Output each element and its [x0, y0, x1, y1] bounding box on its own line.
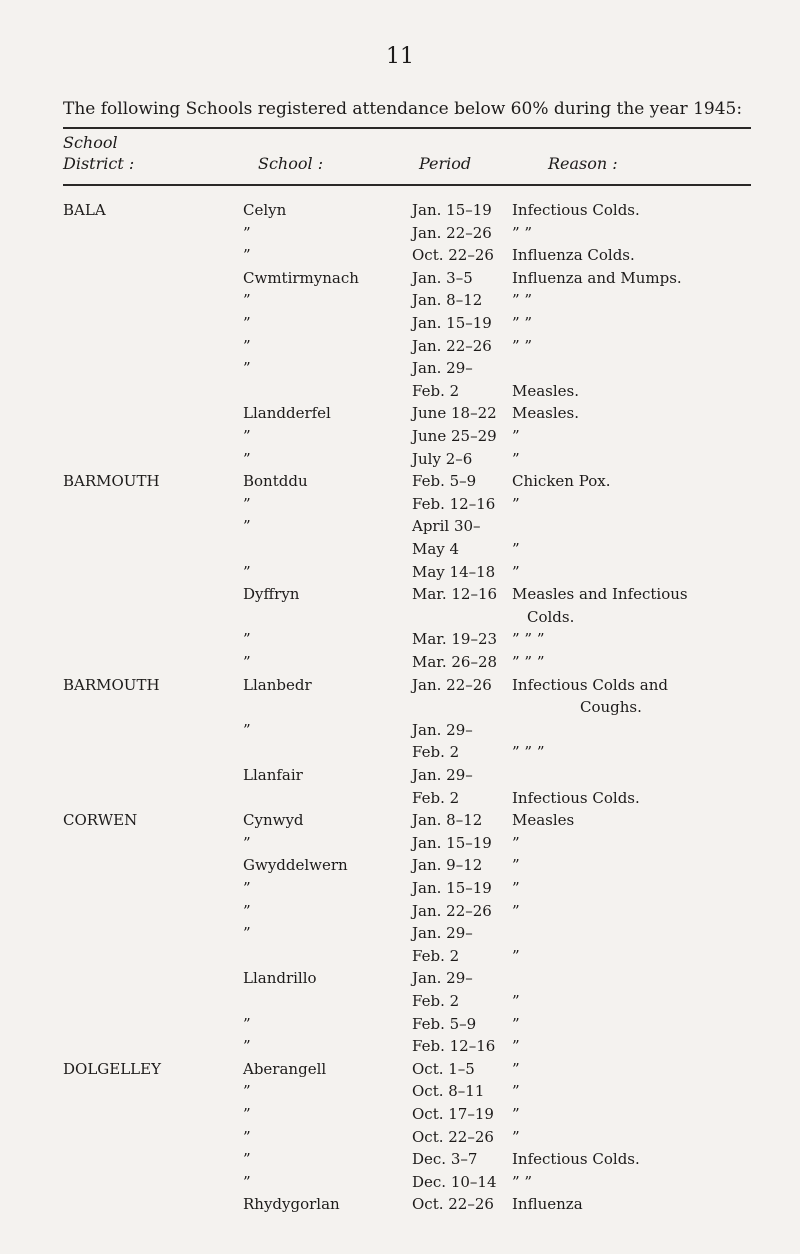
period-cell: Jan. 15–19 — [412, 879, 492, 897]
table-row — [0, 789, 800, 811]
school-cell: ” — [243, 359, 251, 378]
reason-cell: Influenza and Mumps. — [512, 268, 682, 287]
reason-cell: ” — [512, 1014, 520, 1033]
reason-cell: ” ” — [512, 314, 533, 332]
intro-text: The following Schools registered attendance below 60% during the year 1945: — [63, 99, 743, 119]
school-cell: Celyn — [243, 201, 287, 219]
district-cell: CORWEN — [63, 811, 138, 830]
table-row — [0, 382, 800, 404]
reason-cell: ” — [512, 901, 520, 920]
table-row — [0, 1037, 800, 1059]
table-row — [0, 291, 800, 313]
period-cell: Oct. 22–26 — [412, 1195, 494, 1214]
table-row — [0, 269, 800, 291]
header-reason: Reason : — [548, 154, 618, 173]
reason-cell: ” — [512, 946, 520, 965]
reason-cell: Infectious Colds. — [512, 1150, 640, 1169]
table-row — [0, 721, 800, 743]
school-cell: ” — [243, 1105, 251, 1123]
reason-cell: ” — [512, 540, 520, 558]
reason-cell: ” — [512, 856, 520, 875]
school-cell: ” — [243, 1150, 251, 1169]
reason-cell: Influenza Colds. — [512, 246, 635, 265]
school-cell: Aberangell — [243, 1059, 327, 1078]
table-row — [0, 766, 800, 788]
reason-cell: ” — [512, 562, 520, 581]
period-cell: May 14–18 — [412, 562, 496, 581]
period-cell: Oct. 1–5 — [412, 1059, 475, 1078]
table-row — [0, 1150, 800, 1172]
school-cell: ” — [243, 336, 251, 355]
table-row — [0, 743, 800, 765]
period-cell: Oct. 8–11 — [412, 1082, 485, 1101]
table-row — [0, 676, 800, 698]
reason-cell: ” — [512, 833, 520, 852]
reason-cell: ” — [512, 992, 520, 1010]
period-cell: May 4 — [412, 540, 460, 558]
table-row — [0, 540, 800, 562]
reason-cell: ” ” ” — [512, 743, 545, 762]
table-row — [0, 698, 800, 720]
district-cell: BARMOUTH — [63, 472, 160, 491]
table-row — [0, 201, 800, 223]
table-row — [0, 902, 800, 924]
period-cell: Feb. 5–9 — [412, 472, 477, 491]
reason-cell: Infectious Colds. — [512, 788, 640, 807]
school-cell: Llanbedr — [243, 675, 312, 694]
period-cell: Feb. 12–16 — [412, 1037, 496, 1056]
table-row — [0, 1173, 800, 1195]
table-row — [0, 246, 800, 268]
school-cell: ” — [243, 1082, 251, 1101]
school-cell: Cwmtirmynach — [243, 268, 359, 287]
table-row — [0, 314, 800, 336]
period-cell: Jan. 29– — [412, 359, 473, 378]
school-cell: ” — [243, 291, 251, 310]
reason-cell: Coughs. — [580, 698, 642, 717]
table-row — [0, 337, 800, 359]
period-cell: Jan. 29– — [412, 720, 473, 739]
reason-cell: Measles and Infectious — [512, 585, 688, 604]
table-row — [0, 1105, 800, 1127]
school-cell: ” — [243, 314, 251, 332]
school-cell: ” — [243, 427, 251, 445]
period-cell: June 18–22 — [412, 404, 497, 423]
period-cell: Jan. 15–19 — [412, 314, 492, 332]
period-cell: Feb. 2 — [412, 992, 460, 1010]
header-bottom-rule — [63, 184, 751, 186]
district-cell: BARMOUTH — [63, 675, 160, 694]
school-cell: ” — [243, 1014, 251, 1033]
school-cell: Llandderfel — [243, 404, 331, 423]
table-row — [0, 450, 800, 472]
reason-cell: ” ” — [512, 336, 533, 355]
school-cell: ” — [243, 246, 251, 265]
table-row — [0, 585, 800, 607]
period-cell: Jan. 29– — [412, 924, 473, 943]
header-district: District : — [63, 154, 135, 173]
reason-cell: Measles. — [512, 381, 580, 400]
reason-cell: Infectious Colds and — [512, 675, 668, 694]
table-row — [0, 1128, 800, 1150]
reason-cell: Influenza — [512, 1195, 583, 1214]
school-cell: Cynwyd — [243, 811, 304, 830]
school-cell: ” — [243, 1127, 251, 1146]
period-cell: Jan. 29– — [412, 969, 473, 988]
reason-cell: ” ” ” — [512, 653, 545, 671]
period-cell: Feb. 12–16 — [412, 494, 496, 513]
header-district-line1: School — [63, 133, 118, 152]
period-cell: Oct. 22–26 — [412, 1127, 494, 1146]
table-row — [0, 811, 800, 833]
table-row — [0, 608, 800, 630]
school-cell: ” — [243, 924, 251, 943]
district-cell: DOLGELLEY — [63, 1059, 161, 1078]
school-cell: ” — [243, 517, 251, 536]
school-cell: ” — [243, 494, 251, 513]
school-cell: ” — [243, 223, 251, 242]
table-row — [0, 359, 800, 381]
table-row — [0, 427, 800, 449]
table-row — [0, 992, 800, 1014]
period-cell: Dec. 3–7 — [412, 1150, 478, 1169]
period-cell: July 2–6 — [412, 449, 473, 468]
table-row — [0, 947, 800, 969]
page-number: 11 — [386, 44, 414, 69]
school-cell: Bontddu — [243, 472, 308, 491]
table-row — [0, 472, 800, 494]
period-cell: Jan. 22–26 — [412, 675, 492, 694]
school-cell: Dyffryn — [243, 585, 300, 604]
school-cell: ” — [243, 879, 251, 897]
reason-cell: ” — [512, 427, 520, 445]
school-cell: ” — [243, 562, 251, 581]
table-row — [0, 879, 800, 901]
reason-cell: ” — [512, 1082, 520, 1101]
school-cell: Llanfair — [243, 766, 303, 784]
reason-cell: Measles — [512, 811, 575, 830]
period-cell: Feb. 2 — [412, 381, 460, 400]
table-row — [0, 517, 800, 539]
period-cell: Oct. 17–19 — [412, 1105, 494, 1123]
school-cell: Llandrillo — [243, 969, 317, 988]
period-cell: Feb. 2 — [412, 946, 460, 965]
table-row — [0, 563, 800, 585]
reason-cell: ” — [512, 494, 520, 513]
reason-cell: ” — [512, 1105, 520, 1123]
school-cell: Rhydygorlan — [243, 1195, 340, 1214]
period-cell: Jan. 15–19 — [412, 833, 492, 852]
school-cell: ” — [243, 1172, 251, 1191]
period-cell: April 30– — [412, 517, 481, 536]
period-cell: Feb. 5–9 — [412, 1014, 477, 1033]
period-cell: Jan. 15–19 — [412, 201, 492, 219]
school-cell: ” — [243, 653, 251, 671]
period-cell: Oct. 22–26 — [412, 246, 494, 265]
reason-cell: Infectious Colds. — [512, 201, 640, 219]
table-row — [0, 630, 800, 652]
table-row — [0, 1060, 800, 1082]
reason-cell: ” — [512, 1037, 520, 1056]
period-cell: Jan. 3–5 — [412, 268, 473, 287]
header-period: Period — [419, 154, 472, 173]
period-cell: Jan. 8–12 — [412, 811, 483, 830]
period-cell: Jan. 22–26 — [412, 336, 492, 355]
header-school: School : — [258, 154, 324, 173]
district-cell: BALA — [63, 201, 106, 219]
header-top-rule — [63, 127, 751, 129]
period-cell: Mar. 26–28 — [412, 653, 498, 671]
table-row — [0, 856, 800, 878]
table-row — [0, 495, 800, 517]
table-row — [0, 404, 800, 426]
reason-cell: ” — [512, 879, 520, 897]
school-cell: ” — [243, 1037, 251, 1056]
period-cell: Jan. 22–26 — [412, 901, 492, 920]
reason-cell: ” — [512, 1059, 520, 1078]
reason-cell: Chicken Pox. — [512, 472, 611, 491]
school-cell: Gwyddelwern — [243, 856, 348, 875]
period-cell: Jan. 9–12 — [412, 856, 483, 875]
table-row — [0, 653, 800, 675]
reason-cell: Measles. — [512, 404, 580, 423]
school-cell: ” — [243, 901, 251, 920]
school-cell: ” — [243, 720, 251, 739]
table-row — [0, 924, 800, 946]
table-row — [0, 1195, 800, 1217]
table-row — [0, 969, 800, 991]
period-cell: June 25–29 — [412, 427, 497, 445]
period-cell: Mar. 19–23 — [412, 630, 498, 649]
school-cell: ” — [243, 449, 251, 468]
reason-cell: Colds. — [527, 607, 575, 626]
period-cell: Feb. 2 — [412, 788, 460, 807]
reason-cell: ” ” — [512, 223, 533, 242]
period-cell: Jan. 8–12 — [412, 291, 483, 310]
school-cell: ” — [243, 630, 251, 649]
period-cell: Mar. 12–16 — [412, 585, 498, 604]
table-row — [0, 1015, 800, 1037]
period-cell: Jan. 22–26 — [412, 223, 492, 242]
reason-cell: ” — [512, 449, 520, 468]
reason-cell: ” ” — [512, 291, 533, 310]
table-row — [0, 224, 800, 246]
period-cell: Feb. 2 — [412, 743, 460, 762]
reason-cell: ” — [512, 1127, 520, 1146]
table-row — [0, 1082, 800, 1104]
period-cell: Dec. 10–14 — [412, 1172, 497, 1191]
table-row — [0, 834, 800, 856]
period-cell: Jan. 29– — [412, 766, 473, 784]
reason-cell: ” ” — [512, 1172, 533, 1191]
school-cell: ” — [243, 833, 251, 852]
reason-cell: ” ” ” — [512, 630, 545, 649]
